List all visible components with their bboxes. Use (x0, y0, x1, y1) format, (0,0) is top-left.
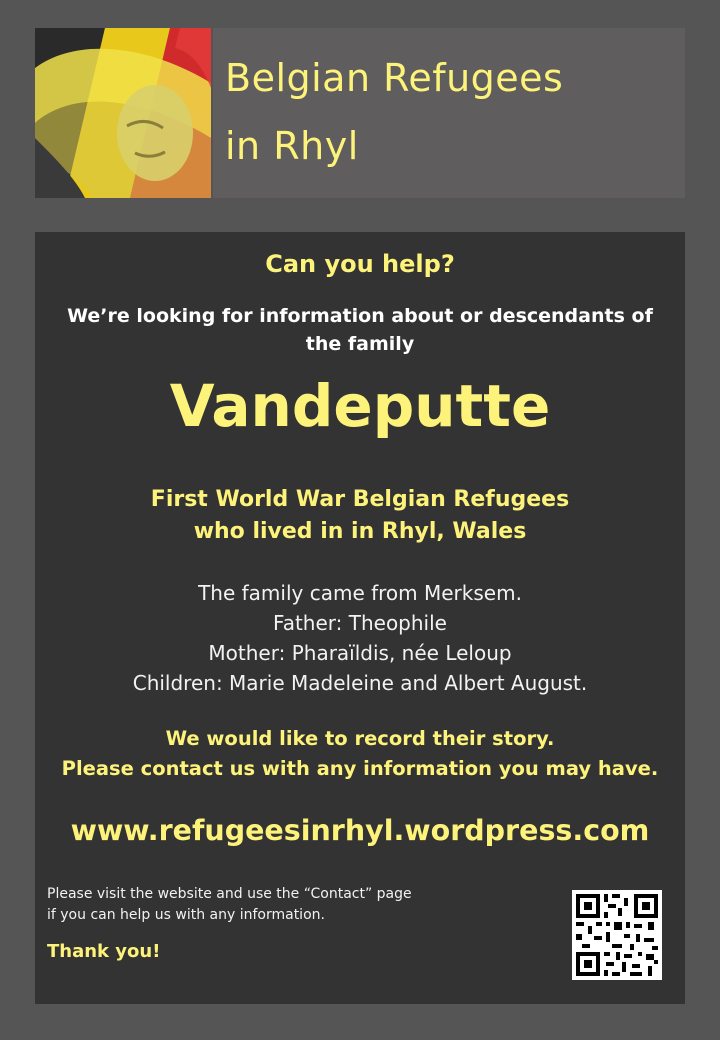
looking-line2: the family (305, 333, 415, 355)
poster-panel (35, 232, 685, 1004)
detail-children: Children: Marie Madeleine and Albert August. (132, 671, 588, 695)
looking-line1: We’re looking for information about or descendants of (67, 305, 653, 327)
family-details (35, 578, 685, 698)
thanks-text: Thank you! (47, 941, 161, 962)
qr-code-icon (572, 890, 662, 980)
website-link[interactable]: www.refugeesinrhyl.wordpress.com (70, 814, 650, 847)
detail-origin: The family came from Merksem. (198, 581, 522, 605)
subtitle (35, 484, 685, 548)
detail-father: Father: Theophile (273, 611, 447, 635)
record-line1: We would like to record their story. (165, 727, 555, 750)
visit-line2: if you can help us with any information. (47, 907, 325, 923)
site-title (225, 44, 563, 180)
looking-text (35, 302, 685, 358)
site-title-line2: in Rhyl (225, 124, 359, 168)
record-request (35, 724, 685, 784)
detail-mother: Mother: Pharaïldis, née Leloup (208, 641, 512, 665)
header-logo (35, 28, 211, 198)
belgian-flag-statue-image (35, 28, 211, 198)
visit-line1: Please visit the website and use the “Contact” page (47, 886, 412, 902)
visit-note (47, 884, 412, 926)
subtitle-line2: who lived in in Rhyl, Wales (193, 519, 527, 544)
subtitle-line1: First World War Belgian Refugees (150, 487, 570, 512)
header-title-box (213, 28, 685, 198)
record-line2: Please contact us with any information you may have. (61, 757, 659, 780)
family-surname: Vandeputte (169, 372, 551, 440)
help-heading: Can you help? (265, 250, 455, 278)
site-title-line1: Belgian Refugees (225, 56, 564, 100)
qr-code[interactable] (572, 890, 662, 980)
